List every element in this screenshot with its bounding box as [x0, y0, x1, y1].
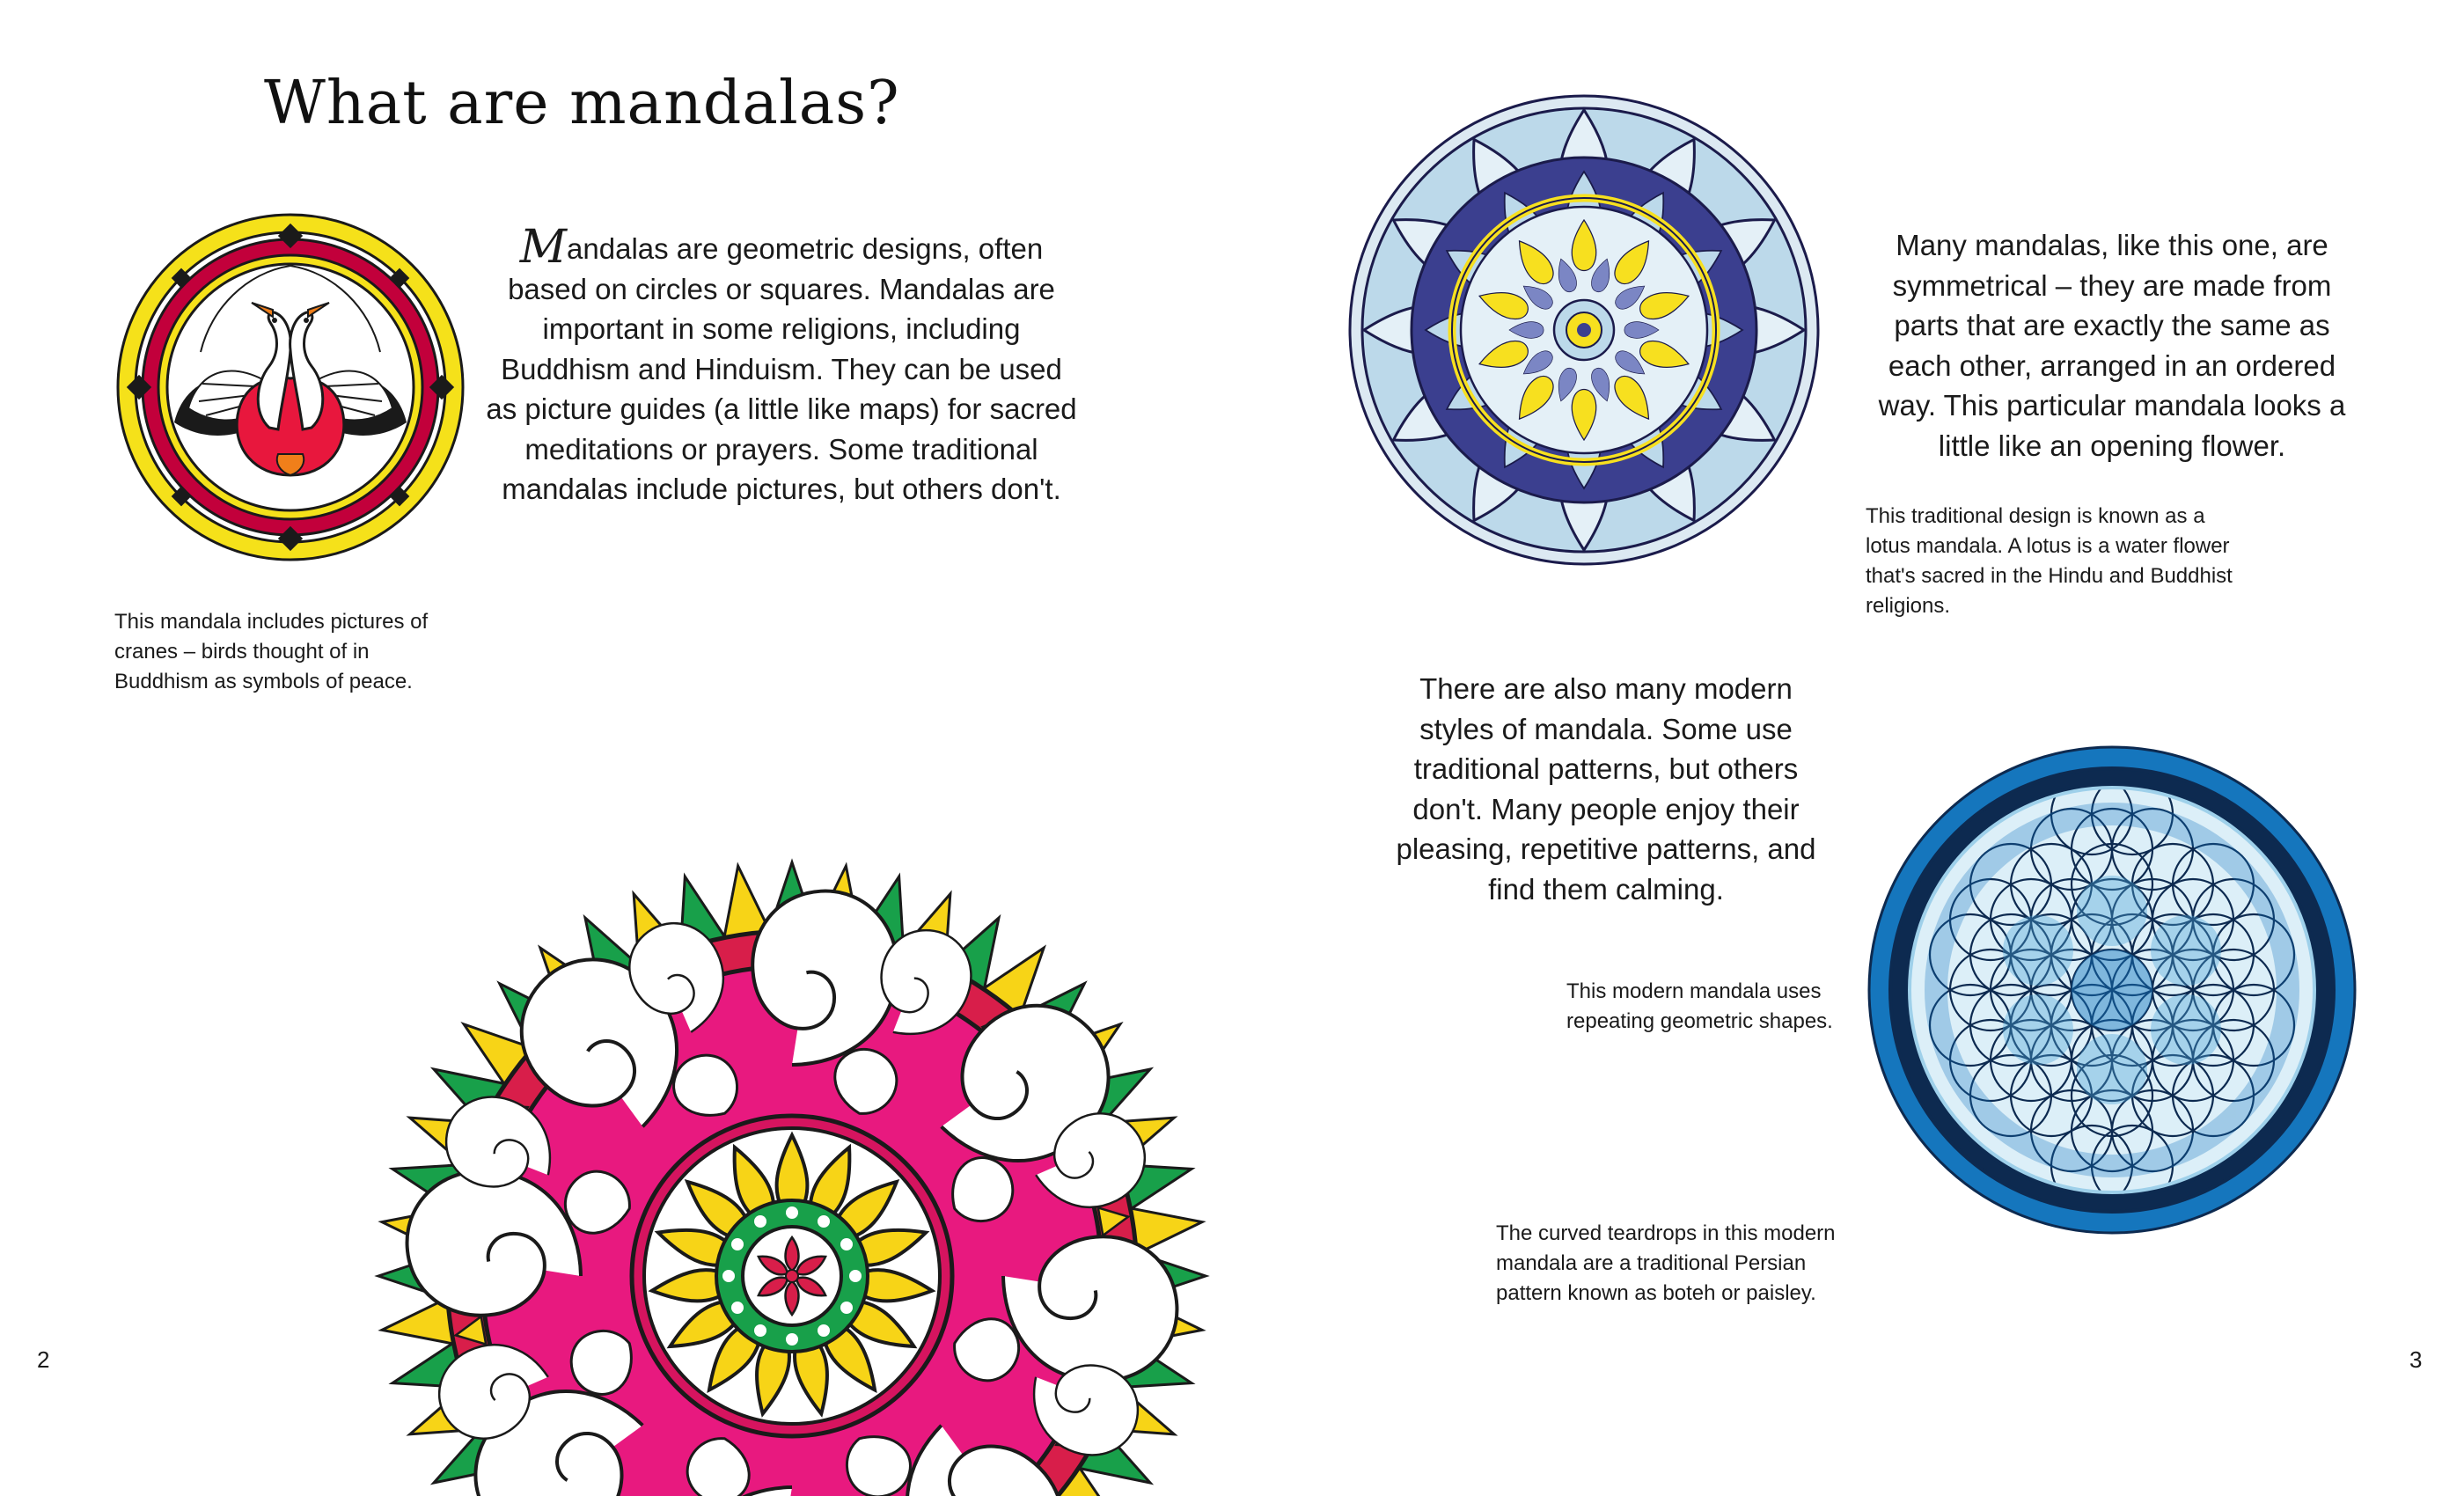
intro-dropcap: M: [519, 221, 568, 274]
caption-cranes: This mandala includes pictures of cranes – birds thought of in Buddhism as symbols of peace.: [114, 610, 429, 694]
caption-lotus: This traditional design is known as a lotus mandala. A lotus is a water flower that's sacred in the Hindu and Buddhist religions.: [1866, 504, 2233, 619]
lotus-paragraph: Many mandalas, like this one, are symmetrical – they are made from parts that are exactly the same as each other, arranged in an ordered way. This particular mandala looks a little like an opening flower.: [1878, 229, 2346, 462]
intro-paragraph: [482, 221, 1081, 510]
lotus-mandala-illustration: [1346, 92, 1822, 568]
modern-paragraph: There are also many modern styles of mandala. Some use traditional patterns, but others don't. Many people enjoy their pleasing, repetitive patterns, and find them calming.: [1396, 672, 1816, 906]
caption-teardrops: The curved teardrops in this modern mandala are a traditional Persian pattern known as boteh or paisley.: [1496, 1221, 1836, 1306]
crane-mandala-illustration: [114, 211, 466, 563]
page-number-left: 2: [37, 1346, 50, 1373]
flower-of-life-mandala-illustration: [1866, 744, 2358, 1236]
caption-modern-geometric: This modern mandala uses repeating geometric shapes.: [1566, 979, 1833, 1034]
paisley-mandala-illustration: [132, 616, 1452, 1496]
page-title: What are mandalas?: [264, 69, 900, 138]
page-number-right: 3: [2409, 1346, 2423, 1373]
intro-paragraph-text: andalas are geometric designs, often based on circles or squares. Mandalas are important in some religions, including Buddhism and Hinduism. They can be used as picture guides (a little like maps) for sacred meditations or prayers. Some traditional mandalas include pictures, but others don't.: [486, 232, 1077, 506]
